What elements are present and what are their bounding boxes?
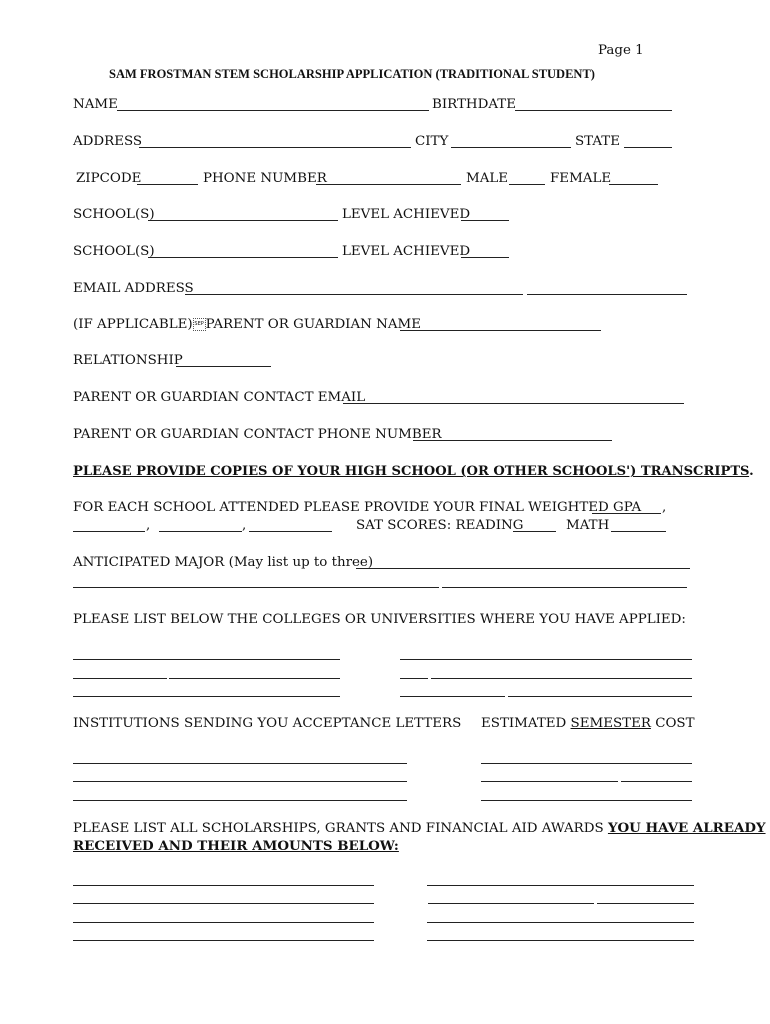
acceptance-letters-label: INSTITUTIONS SENDING YOU ACCEPTANCE LETTERS: [73, 716, 462, 731]
scholarship-amount-field[interactable]: [427, 940, 694, 941]
scholarship-field[interactable]: [73, 922, 374, 923]
college-applied-field[interactable]: [400, 678, 428, 679]
institution-field[interactable]: [73, 800, 407, 801]
state-label: STATE: [575, 134, 621, 149]
gpa-field[interactable]: [592, 513, 661, 514]
semester-cost-field[interactable]: [621, 781, 692, 782]
scholarships-label-continued: RECEIVED AND THEIR AMOUNTS BELOW:: [73, 838, 399, 854]
college-applied-field[interactable]: [73, 696, 340, 697]
birthdate-field[interactable]: [515, 110, 672, 111]
address-field[interactable]: [139, 147, 411, 148]
level-label: LEVEL ACHIEVED: [342, 244, 471, 259]
school-label: SCHOOL(S): [73, 207, 155, 222]
school-field[interactable]: [148, 220, 338, 221]
relationship-label: RELATIONSHIP: [73, 353, 183, 368]
parent-email-field[interactable]: [343, 403, 684, 404]
major-label: ANTICIPATED MAJOR (May list up to three): [73, 555, 374, 570]
gpa-label: FOR EACH SCHOOL ATTENDED PLEASE PROVIDE YOUR FINAL WEIGHTED GPA: [73, 500, 642, 515]
college-applied-field[interactable]: [73, 678, 167, 679]
if-applicable-label: (IF APPLICABLE) SEP PARENT OR GUARDIAN NAME: [73, 317, 421, 332]
scholarship-amount-field[interactable]: [427, 922, 694, 923]
female-label: FEMALE: [550, 171, 612, 186]
parent-name-field[interactable]: [400, 330, 601, 331]
scholarship-amount-field[interactable]: [428, 903, 594, 904]
semester-cost-label: ESTIMATED SEMESTER COST: [481, 716, 695, 731]
comma: ,: [662, 500, 667, 515]
name-label: NAME: [73, 97, 118, 112]
scholarships-label: PLEASE LIST ALL SCHOLARSHIPS, GRANTS AND FINANCIAL AID AWARDS YOU HAVE ALREADY: [73, 820, 766, 836]
phone-field[interactable]: [316, 184, 461, 185]
scholarship-amount-field[interactable]: [597, 903, 694, 904]
relationship-field[interactable]: [176, 366, 271, 367]
parent-email-label: PARENT OR GUARDIAN CONTACT EMAIL: [73, 390, 366, 405]
city-field[interactable]: [451, 147, 571, 148]
college-applied-field[interactable]: [431, 678, 692, 679]
college-applied-field[interactable]: [400, 659, 692, 660]
gpa-field[interactable]: [159, 531, 242, 532]
college-applied-field[interactable]: [73, 659, 340, 660]
school-field[interactable]: [148, 257, 338, 258]
level-field[interactable]: [461, 220, 509, 221]
city-label: CITY: [415, 134, 449, 149]
sat-math-field[interactable]: [611, 531, 666, 532]
email-label: EMAIL ADDRESS: [73, 281, 194, 296]
major-field[interactable]: [73, 587, 439, 588]
sep-glyph: SEP: [193, 318, 206, 331]
phone-label: PHONE NUMBER: [203, 171, 327, 186]
email-field[interactable]: [185, 294, 523, 295]
institution-field[interactable]: [73, 763, 407, 764]
gpa-field[interactable]: [73, 531, 145, 532]
gpa-field[interactable]: [249, 531, 332, 532]
zipcode-label: ZIPCODE: [76, 171, 142, 186]
comma: ,: [242, 518, 247, 533]
level-label: LEVEL ACHIEVED: [342, 207, 471, 222]
comma: ,: [146, 518, 151, 533]
transcripts-notice: PLEASE PROVIDE COPIES OF YOUR HIGH SCHOOL (OR OTHER SCHOOLS') TRANSCRIPTS.: [73, 464, 754, 479]
parent-phone-label: PARENT OR GUARDIAN CONTACT PHONE NUMBER: [73, 427, 442, 442]
colleges-applied-label: PLEASE LIST BELOW THE COLLEGES OR UNIVERSITIES WHERE YOU HAVE APPLIED:: [73, 612, 686, 627]
parent-phone-field[interactable]: [413, 440, 612, 441]
scholarship-amount-field[interactable]: [427, 885, 694, 886]
college-applied-field[interactable]: [169, 678, 340, 679]
sat-reading-label: SAT SCORES: READING: [356, 518, 524, 533]
semester-cost-field[interactable]: [481, 763, 692, 764]
female-field[interactable]: [609, 184, 658, 185]
page-number: Page 1: [598, 43, 644, 58]
semester-cost-field[interactable]: [481, 781, 618, 782]
major-field[interactable]: [442, 587, 687, 588]
zipcode-field[interactable]: [137, 184, 198, 185]
male-label: MALE: [466, 171, 509, 186]
school-label: SCHOOL(S): [73, 244, 155, 259]
institution-field[interactable]: [73, 781, 407, 782]
semester-cost-field[interactable]: [481, 800, 692, 801]
name-field[interactable]: [117, 110, 429, 111]
scholarship-field[interactable]: [73, 940, 374, 941]
sat-math-label: MATH: [566, 518, 610, 533]
birthdate-label: BIRTHDATE: [432, 97, 516, 112]
scholarship-field[interactable]: [73, 885, 374, 886]
college-applied-field[interactable]: [508, 696, 692, 697]
male-field[interactable]: [509, 184, 545, 185]
level-field[interactable]: [461, 257, 509, 258]
college-applied-field[interactable]: [400, 696, 505, 697]
scholarship-field[interactable]: [73, 903, 374, 904]
address-label: ADDRESS: [73, 134, 143, 149]
major-field[interactable]: [356, 568, 690, 569]
state-field[interactable]: [624, 147, 672, 148]
email-field[interactable]: [527, 294, 687, 295]
form-title: SAM FROSTMAN STEM SCHOLARSHIP APPLICATION (TRADITIONAL STUDENT): [109, 67, 595, 81]
sat-reading-field[interactable]: [513, 531, 556, 532]
